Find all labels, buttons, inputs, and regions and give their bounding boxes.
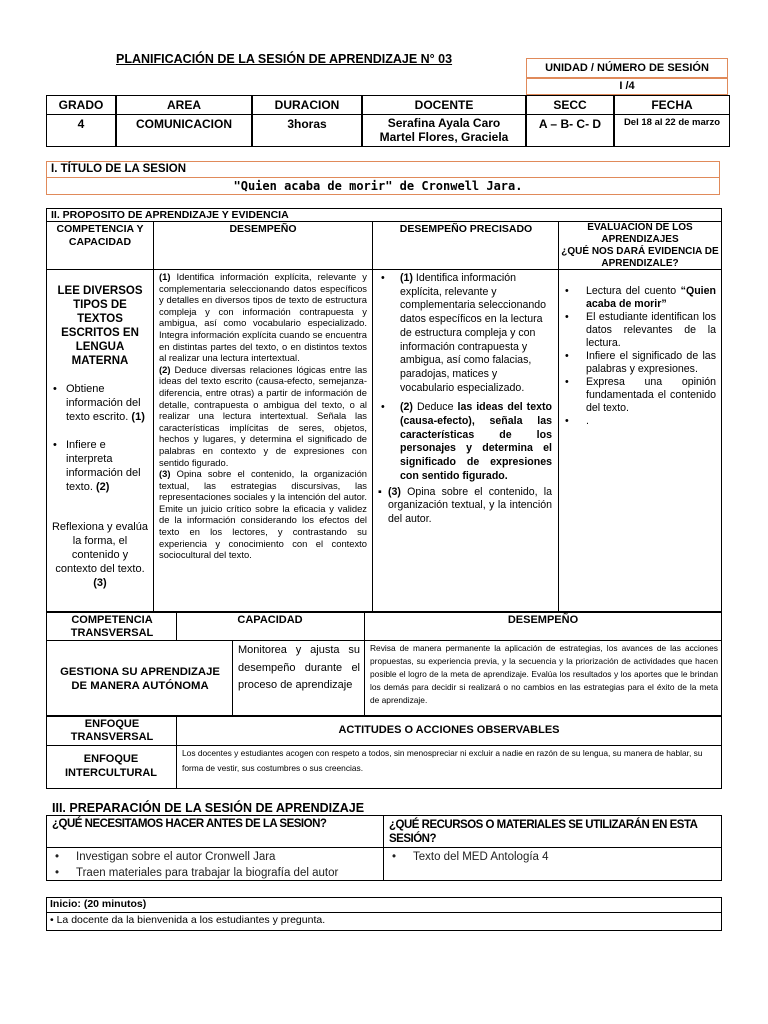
capacidad-1-num: (1) <box>131 411 145 423</box>
desempeno-3 <box>159 468 367 561</box>
capacidad-3 <box>50 520 150 590</box>
evaluacion-5-text: . <box>586 415 589 427</box>
val-docente: Serafina Ayala Caro Martel Flores, Graciela <box>362 114 526 147</box>
transversal-competencia: GESTIONA SU APRENDIZAJE DE MANERA AUTÓNOMA <box>60 666 220 692</box>
evaluacion-3-text: Infiere el significado de las palabras y expresiones. <box>586 350 716 375</box>
unit-value: I /4 <box>619 80 635 92</box>
val-fecha: Del 18 al 22 de marzo <box>614 114 730 147</box>
page-title: PLANIFICACIÓN DE LA SESIÓN DE APRENDIZAJE N° 03 <box>116 52 453 66</box>
section3-right-header: ¿QUÉ RECURSOS O MATERIALES SE UTILIZARÁN EN ESTA SESIÓN? <box>389 819 698 845</box>
inicio-item <box>50 914 325 926</box>
hdr-secc: SECC <box>526 95 614 115</box>
inicio-heading: Inicio: (20 minutos) <box>50 898 147 910</box>
unit-label: UNIDAD / NÚMERO DE SESIÓN <box>545 62 709 74</box>
section1-heading: I. TÍTULO DE LA SESION <box>51 163 187 175</box>
evaluacion-column <box>562 285 716 428</box>
enfoque-name: ENFOQUE INTERCULTURAL <box>64 753 158 779</box>
right-item-1-text: Texto del MED Antología 4 <box>413 851 549 863</box>
precisado-1 <box>378 272 552 395</box>
desempeno-column <box>159 271 367 561</box>
capacidad-2 <box>50 438 150 494</box>
section3-header-sep <box>46 847 722 848</box>
precisado-2-bold: las ideas del texto (causa-efecto), señala las características de los personajes y determina el significado de expresiones con sentido figurado. <box>400 401 552 482</box>
col-sep-3 <box>558 221 559 612</box>
competencia-title: LEE DIVERSOS TIPOS DE TEXTOS ESCRITOS EN LENGUA MATERNA <box>57 285 143 367</box>
section3-left-header: ¿QUÉ NECESITAMOS HACER ANTES DE LA SESION? <box>52 818 327 830</box>
desempeno-1-num: (1) <box>159 271 171 282</box>
precisado-2 <box>378 401 552 483</box>
left-item-2-text: Traen materiales para trabajar la biografía del autor <box>76 867 339 879</box>
hdr-grado: GRADO <box>46 95 116 115</box>
evaluacion-4-text: Expresa una opinión fundamentada el contenido del texto. <box>586 376 716 414</box>
hdr-duracion: DURACION <box>252 95 362 115</box>
transversal-capacidad: Monitorea y ajusta su desempeño durante el proceso de aprendizaje <box>238 644 360 691</box>
inicio-sep <box>46 912 722 913</box>
section3-col-sep <box>383 815 384 881</box>
transversal-desempeno: Revisa de manera permanente la aplicación de estrategias, los avances de las acciones propuestas, su experiencia previa, y la secuencia y la priorización de actividades que hacen posible el logro de la meta de aprendizaje. Evalúa los resultados y los aportes que le brindan los demás para decidir si realizará o no cambios en las estrategias para el éxito de la meta de aprendizaje. <box>370 643 718 705</box>
evaluacion-1-bold: “Quien acaba de morir” <box>586 285 716 310</box>
enfoque-hdr-right: ACTITUDES O ACCIONES OBSERVABLES <box>338 724 560 736</box>
transversal-col-sep-1 <box>176 612 177 640</box>
col-header-evaluacion <box>560 222 720 270</box>
col-header-desempeno: DESEMPEÑO <box>229 223 297 235</box>
section1-title-box <box>46 177 720 195</box>
left-item-2 <box>52 865 378 881</box>
hdr-docente: DOCENTE <box>362 95 526 115</box>
desempeno-3-text: Opina sobre el contenido, la organización textual, las estrategias discursivas, las representaciones sociales y la intención del autor. Emite un juicio crítico sobre la eficacia y validez de la información considerando los efectos del texto en los lectores, y contrastando su experiencia y conocimiento con el contexto sociocultural del texto. <box>159 468 368 561</box>
inicio-item-text: La docente da la bienvenida a los estudiantes y pregunta. <box>56 914 326 926</box>
evaluacion-2 <box>562 311 716 350</box>
transversal-header-sep <box>46 640 722 641</box>
precisado-1-text: Identifica información explícita, relevante y complementaria seleccionando datos específicos en la lectura de estructura compleja y con información contrapuesta y ambigua, así como falacias, paradojas, matices y vocabulario especializado. <box>400 272 547 394</box>
section2-heading: II. PROPOSITO DE APRENDIZAJE Y EVIDENCIA <box>51 209 289 221</box>
col-sep-1 <box>153 221 154 612</box>
col-sep-2 <box>372 221 373 612</box>
evaluacion-3 <box>562 350 716 376</box>
competencia-column <box>50 284 150 590</box>
col-header-competencia: COMPETENCIA Y CAPACIDAD <box>56 223 144 248</box>
inicio-bullet: • <box>50 914 57 926</box>
capacidad-1-text: Obtiene información del texto escrito. <box>66 383 141 423</box>
capacidad-3-text: Reflexiona y evalúa la forma, el contenido y contexto del texto. <box>51 521 148 575</box>
transversal-col-sep-2 <box>364 612 365 716</box>
precisado-column <box>378 272 552 527</box>
precisado-3 <box>378 486 552 527</box>
val-grado: 4 <box>46 114 116 147</box>
capacidad-2-text: Infiere e interpreta información del texto. <box>66 439 141 493</box>
transversal-col-sep-1b <box>232 640 233 716</box>
transversal-hdr-competencia: COMPETENCIA TRANSVERSAL <box>70 614 154 639</box>
evaluacion-4 <box>562 376 716 415</box>
capacidad-3-num: (3) <box>93 577 107 589</box>
section3-right-list <box>389 849 715 865</box>
precisado-3-num: (3) <box>388 485 401 498</box>
left-item-1-text: Investigan sobre el autor Cronwell Jara <box>76 851 276 863</box>
desempeno-2-text: Deduce diversas relaciones lógicas entre las ideas del texto escrito (causa-efecto, semejanza-diferencia, entre otras) a partir de información de detalle, contrapuesta o ambigua del texto, o al realizar una lectura intertextual. Señala las características implícitas de seres, objetos, hechos y lugares, y determina el significado de palabras en contexto y de expresiones con sentido figurado. <box>159 363 368 468</box>
enfoque-text: Los docentes y estudiantes acogen con respeto a todos, sin menospreciar ni excluir a nadie en razón de su lengua, su manera de hablar, su forma de vestir, sus costumbres o sus creencias. <box>182 748 703 773</box>
precisado-2-pre: Deduce <box>416 401 454 414</box>
hdr-fecha: FECHA <box>614 95 730 115</box>
evaluacion-5 <box>562 415 716 428</box>
unit-value-cell <box>526 78 728 95</box>
precisado-2-num: (2) <box>400 401 413 414</box>
section1-heading-box <box>46 161 720 178</box>
evaluacion-1-pre: Lectura del cuento <box>586 285 677 297</box>
val-secc: A – B- C- D <box>526 114 614 147</box>
precisado-1-num: (1) <box>400 272 413 284</box>
section3-heading: III. PREPARACIÓN DE LA SESIÓN DE APRENDIZAJE <box>52 801 365 815</box>
enfoque-col-sep <box>176 716 177 789</box>
capacidad-1 <box>50 382 150 424</box>
right-item-1 <box>389 849 715 865</box>
desempeno-2-num: (2) <box>159 363 171 375</box>
col-header-evaluacion-2: ¿QUÉ NOS DARÁ EVIDENCIA DE APRENDIZALE? <box>561 246 719 269</box>
col-header-precisado: DESEMPEÑO PRECISADO <box>399 223 533 235</box>
hdr-area: AREA <box>116 95 252 115</box>
capacidad-2-num: (2) <box>95 481 110 493</box>
desempeno-1 <box>159 271 367 364</box>
val-area: COMUNICACION <box>116 114 252 147</box>
left-item-1 <box>52 849 378 865</box>
unit-label-cell <box>526 58 728 78</box>
session-title: "Quien acaba de morir" de Cronwell Jara. <box>233 179 523 193</box>
section3-left-list <box>52 849 378 881</box>
transversal-hdr-capacidad: CAPACIDAD <box>237 614 303 626</box>
precisado-3-text: Opina sobre el contenido, la organización textual, y la intención del autor. <box>388 485 552 525</box>
enfoque-hdr-left: ENFOQUE TRANSVERSAL <box>70 718 154 743</box>
desempeno-3-num: (3) <box>159 468 171 480</box>
val-duracion: 3horas <box>252 114 362 147</box>
desempeno-1-text: Identifica información explícita, relevante y complementaria seleccionando datos específicos y detalles en diversos tipos de texto de estructura compleja y con información contrapuesta y ambigua, así como vocabulario especializado. Integra información explícita cuando se encuentra en distintas partes del texto, o en distintos textos al realizar una lectura intertextual. <box>159 271 367 364</box>
evaluacion-2-text: El estudiante identifican los datos relevantes de la lectura. <box>586 311 716 349</box>
desempeno-2 <box>159 364 367 468</box>
col-header-evaluacion-1: EVALUACION DE LOS APRENDIZAJES <box>587 222 693 245</box>
transversal-hdr-desempeno: DESEMPEÑO <box>507 614 579 626</box>
evaluacion-1 <box>562 285 716 311</box>
